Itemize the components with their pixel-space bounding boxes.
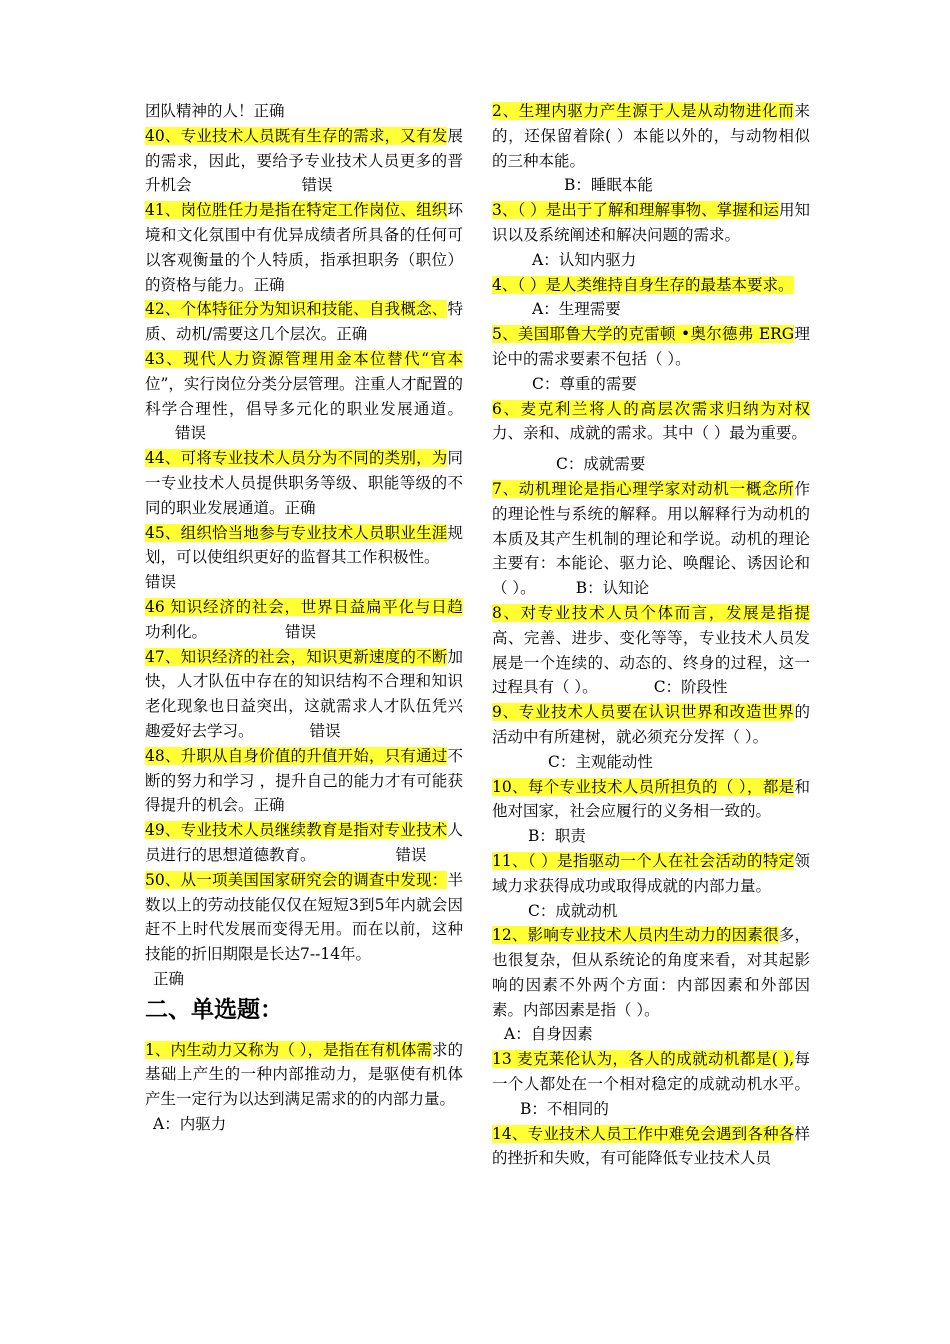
single-choice-11: [492, 849, 810, 899]
answer: B：职责: [528, 827, 586, 846]
single-choice-14: [492, 1122, 810, 1172]
text: 同一专业技术人员提供职务等级、职能等级的不同的职业发展通道。正确: [145, 449, 463, 517]
answer: 错误: [175, 424, 207, 443]
single-choice-2: [492, 99, 810, 173]
highlighted-text: 13 麦克莱伦认为，各人的成就动机都是( ),: [492, 1050, 795, 1069]
question-48: [145, 744, 463, 818]
answer: A：自身因素: [504, 1025, 593, 1044]
text: 来的，还保留着除( ）本能以外的，与动物相似的三种本能。: [492, 102, 810, 170]
right-column: [492, 99, 810, 1171]
single-choice-5: [492, 322, 810, 372]
text: 多，也很复杂，但从系统论的角度来看，对其起影响的因素不外两个方面：内部因素和外部因素。内部因素是指（ ）。: [492, 926, 810, 1019]
answer-s2: [492, 173, 810, 198]
single-choice-13: [492, 1047, 810, 1121]
paragraph-team-spirit: [145, 99, 463, 124]
highlighted-text: 42、个体特征分为知识和技能、自我概念、: [145, 300, 448, 319]
single-choice-8: [492, 601, 810, 700]
question-45: [145, 521, 463, 571]
highlighted-text: 12、影响专业技术人员内生动力的因素很: [492, 926, 779, 945]
text: 不断的努力和学习 ，提升自己的能力才有可能获得提升的机会。正确: [145, 746, 463, 815]
question-41: [145, 198, 463, 297]
highlighted-text: 47、知识经济的社会，知识更新速度的不断: [145, 647, 448, 666]
question-47: [145, 645, 463, 744]
highlighted-text: 6、麦克利兰将人的高层次需求归纳为对权: [492, 399, 810, 418]
highlighted-text: 8、对专业技术人员个体而言，发展是指提: [492, 603, 810, 622]
answer-s9: [492, 750, 810, 775]
highlighted-text: 41、岗位胜任力是指在特定工作岗位、组织: [145, 201, 448, 220]
single-choice-6: [492, 397, 810, 447]
text: 理论中的需求要素不包括（ ）。: [492, 325, 810, 368]
highlighted-text: 11、（ ）是指驱动一个人在社会活动的特定: [492, 851, 795, 870]
highlighted-text: 7、动机理论是指心理学家对动机一概念所: [492, 479, 795, 498]
answer: 错误: [309, 721, 341, 740]
single-choice-9: [492, 700, 810, 750]
text: 的活动中有所建树，就必须充分发挥（ ）。: [492, 703, 810, 746]
question-40: [145, 124, 463, 198]
answer: C：成就需要: [556, 455, 646, 474]
text: 力、亲和、成就的需求。其中（ ）最为重要。: [492, 424, 807, 443]
question-46: [145, 595, 463, 645]
highlighted-text: 48、升职从自身价值的升值开始，只有通过: [145, 746, 448, 765]
section-title: 二、单选题：: [145, 996, 283, 1023]
highlighted-text: 43、现代人力资源管理用金本位替代“官本: [145, 349, 463, 368]
text: 人员进行的思想道德教育。: [145, 821, 463, 864]
answer: 正确: [153, 969, 185, 988]
highlighted-text: 9、专业技术人员要在认识世界和改造世界: [492, 703, 795, 722]
answer: A：生理需要: [532, 300, 621, 319]
answer-s12: [492, 1022, 810, 1047]
highlighted-text: 40、专业技术人员既有生存的需求，又有发: [145, 126, 448, 145]
answer-s11: [492, 899, 810, 924]
answer: 错误: [301, 176, 333, 195]
highlighted-text: 4、（ ）是人类维持自身生存的最基本要求。: [492, 275, 794, 294]
answer-s1: [145, 1112, 463, 1137]
question-49: [145, 818, 463, 868]
highlighted-text: 44、可将专业技术人员分为不同的类别，为: [145, 449, 448, 468]
answer: 错误: [285, 622, 317, 641]
single-choice-7: [492, 477, 810, 601]
answer: C：主观能动性: [548, 752, 653, 771]
answer: 错误: [145, 573, 177, 592]
text: 功利化。: [145, 622, 208, 641]
answer-s5: [492, 372, 810, 397]
text: 每一个人都处在一个相对稳定的成就动机水平。: [492, 1050, 810, 1094]
text: 和他对国家，社会应履行的义务相一致的。: [492, 777, 810, 821]
text: 半数以上的劳动技能仅仅在短短3到5年内就会因赶不上时代发展而变得无用。而在以前，这种技能的折旧期限是长达7--14年。: [145, 870, 463, 964]
text: 样的挫折和失败，有可能降低专业技术人员: [492, 1124, 810, 1168]
highlighted-text: 49、专业技术人员继续教育是指对专业技术: [145, 821, 448, 840]
text: 加快，人才队伍中存在的知识结构不合理和知识老化现象也日益突出，这就需求人才队伍凭兴趣爱好去学习。: [145, 647, 463, 740]
single-choice-4: [492, 273, 810, 298]
answer-s3: [492, 248, 810, 273]
answer-s4: [492, 297, 810, 322]
text: 规划，可以使组织更好的监督其工作积极性。: [145, 523, 463, 567]
answer: C：成就动机: [528, 901, 618, 920]
highlighted-text: 50、从一项美国国家研究会的调查中发现：: [145, 870, 448, 889]
question-43: [145, 347, 463, 446]
highlighted-text: 5、美国耶鲁大学的克雷顿 •奥尔德弗 ERG: [492, 325, 795, 344]
answer-s10: [492, 824, 810, 849]
answer-50: [145, 967, 463, 992]
text: 领域力求获得成功或取得成就的内部力量。: [492, 851, 810, 895]
highlighted-text: 45、组织恰当地参与专业技术人员职业生涯: [145, 523, 448, 542]
left-column: [145, 99, 463, 1137]
answer-45: [145, 570, 463, 595]
text: 位”，实行岗位分类分层管理。注重人才配置的科学合理性，倡导多元化的职业发展通道。: [145, 374, 463, 418]
answer: A：内驱力: [153, 1115, 227, 1134]
highlighted-text: 46 知识经济的社会，世界日益扁平化与日趋: [145, 597, 463, 616]
single-choice-10: [492, 775, 810, 825]
text: 环境和文化氛围中有优异成绩者所具备的任何可以客观衡量的个人特质，指承担职务（职位）的资格与能力。正确: [145, 201, 463, 294]
single-choice-12: [492, 923, 810, 1022]
highlighted-text: 1、内生动力又称为（ ），是指在有机体需: [145, 1040, 432, 1059]
text: 用知识以及系统阐述和解决问题的需求。: [492, 201, 810, 244]
text: 求的基础上产生的一种内部推动力，是驱使有机体产生一定行为以达到满足需求的的内部力量。: [145, 1040, 463, 1109]
answer: B：睡眠本能: [564, 176, 653, 195]
text: 高、完善、进步、变化等等，专业技术人员发展是一个连续的、动态的、终身的过程，这一过程具有（ ）。: [492, 628, 810, 697]
answer: 错误: [395, 845, 427, 864]
single-choice-3: [492, 198, 810, 248]
answer-s6: [492, 452, 810, 477]
answer: C：尊重的需要: [532, 374, 637, 393]
highlighted-text: 2、生理内驱力产生源于人是从动物进化而: [492, 102, 795, 120]
highlighted-text: 10、每个专业技术人员所担负的（ ），都是: [492, 777, 795, 796]
answer: C：阶段性: [653, 678, 728, 697]
text: 展的需求，因此，要给予专业技术人员更多的晋升机会: [145, 126, 463, 195]
single-choice-1: [145, 1038, 463, 1112]
text: 团队精神的人！正确: [145, 102, 285, 120]
highlighted-text: 3、（ ）是出于了解和理解事物、掌握和运: [492, 201, 779, 220]
answer: B：认知论: [575, 579, 650, 598]
question-42: [145, 297, 463, 347]
question-50: [145, 868, 463, 967]
text: 特质、动机/需要这几个层次。正确: [145, 300, 463, 344]
text: 作的理论性与系统的解释。用以解释行为动机的本质及其产生机制的理论和学说。动机的理论主要有：本能论、驱力论、唤醒论、诱因论和（ ）。: [492, 479, 810, 598]
answer: B：不相同的: [520, 1099, 609, 1118]
question-44: [145, 446, 463, 520]
answer: A：认知内驱力: [532, 250, 637, 269]
highlighted-text: 14、专业技术人员工作中难免会遇到各种各: [492, 1124, 795, 1143]
